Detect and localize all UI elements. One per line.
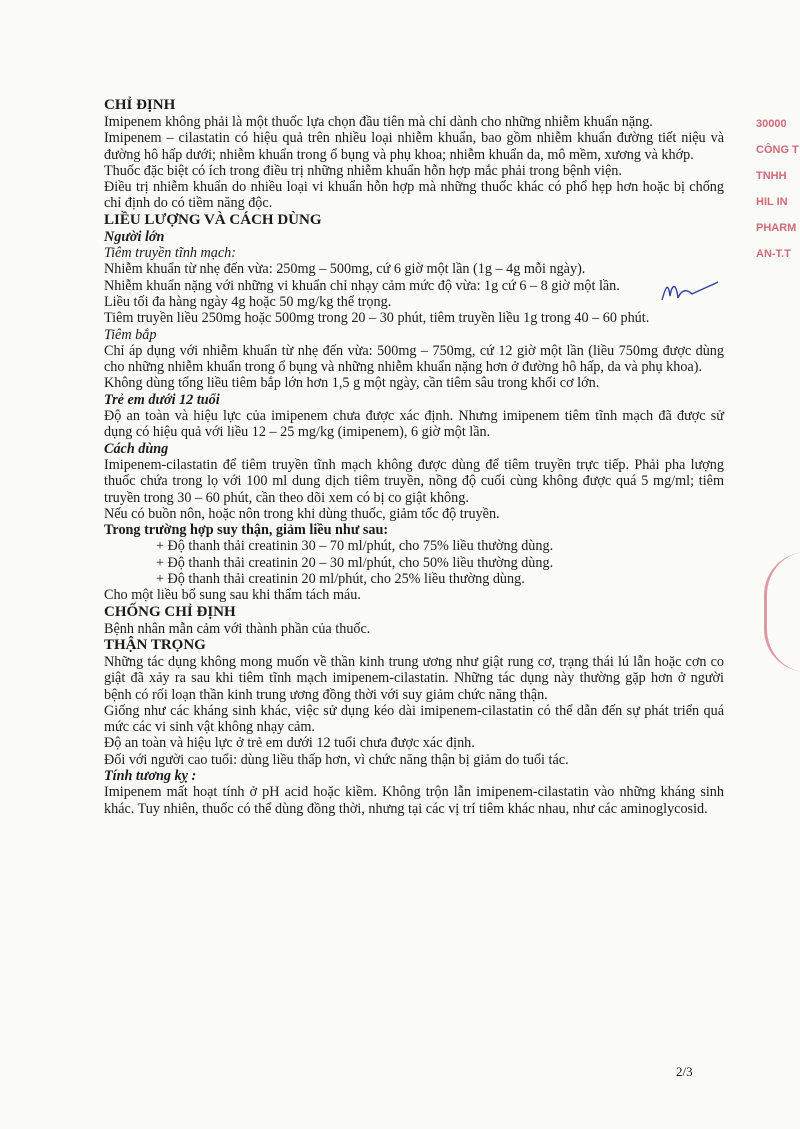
heading-indications: CHỈ ĐỊNH bbox=[104, 97, 176, 113]
paragraph: Nếu có buồn nôn, hoặc nôn trong khi dùng thuốc, giảm tốc độ truyền. bbox=[104, 505, 500, 522]
subheading-im: Tiêm bắp bbox=[104, 326, 157, 343]
paragraph: Liều tối đa hàng ngày 4g hoặc 50 mg/kg thể trọng. bbox=[104, 293, 392, 310]
heading-dosage: LIỀU LƯỢNG VÀ CÁCH DÙNG bbox=[104, 211, 322, 228]
list-item: + Độ thanh thải creatinin 20 ml/phút, cho 25% liều thường dùng. bbox=[156, 571, 525, 588]
signature-icon bbox=[658, 276, 722, 306]
stamp-text: TNHH bbox=[756, 170, 787, 182]
subheading-children: Trẻ em dưới 12 tuổi bbox=[104, 391, 220, 408]
subheading-incompatibility: Tính tương kỵ : bbox=[104, 767, 197, 784]
paragraph: Giống như các kháng sinh khác, việc sử dụng kéo dài imipenem-cilastatin có thể dẫn đến sự phát triển quá mức các vi sinh vật không nhạy cảm. bbox=[104, 702, 724, 736]
subheading-iv: Tiêm truyền tĩnh mạch: bbox=[104, 245, 237, 262]
partial-stamp bbox=[764, 552, 800, 672]
paragraph: Nhiễm khuẩn nặng với những vi khuẩn chỉ nhạy cảm mức độ vừa: 1g cứ 6 – 8 giờ một lần. bbox=[104, 277, 620, 294]
paragraph: Những tác dụng không mong muốn về thần kinh trung ương như giật rung cơ, trạng thái lú lẫn hoặc cơn co giật đã xảy ra sau khi tiêm tĩnh mạch imipenem-cilastatin. Những tác dụng này thường gặp hơn ở người bệnh có rối loạn thần kinh trung ương đồng thời với suy giảm chức năng thận. bbox=[104, 653, 724, 703]
paragraph: Cho một liều bổ sung sau khi thẩm tách máu. bbox=[104, 587, 361, 604]
list-item: + Độ thanh thải creatinin 30 – 70 ml/phút, cho 75% liều thường dùng. bbox=[156, 538, 554, 555]
paragraph: Imipenem mất hoạt tính ở pH acid hoặc kiềm. Không trộn lẫn imipenem-cilastatin vào những kháng sinh khác. Tuy nhiên, thuốc có thể dùng đồng thời, nhưng tại các vị trí tiêm khác nhau, như các aminoglycosid. bbox=[104, 784, 724, 817]
paragraph: Imipenem không phải là một thuốc lựa chọn đầu tiên mà chỉ dành cho những nhiễm khuẩn nặng. bbox=[104, 114, 653, 130]
paragraph: Đối với người cao tuổi: dùng liều thấp hơn, vì chức năng thận bị giảm do tuổi tác. bbox=[104, 751, 569, 768]
list-item: + Độ thanh thải creatinin 20 – 30 ml/phút, cho 50% liều thường dùng. bbox=[156, 554, 554, 571]
heading-contraindications: CHỐNG CHỈ ĐỊNH bbox=[104, 603, 236, 620]
paragraph: Nhiễm khuẩn từ nhẹ đến vừa: 250mg – 500mg, cứ 6 giờ một lần (1g – 4g mỗi ngày). bbox=[104, 261, 586, 278]
company-stamp bbox=[756, 118, 800, 288]
paragraph: Không dùng tổng liều tiêm bắp lớn hơn 1,5 g một ngày, cần tiêm sâu trong khối cơ lớn. bbox=[104, 375, 600, 392]
paragraph: Chỉ áp dụng với nhiễm khuẩn từ nhẹ đến vừa: 500mg – 750mg, cứ 12 giờ một lần (liều 750mg được dùng cho những nhiễm khuẩn trong ổ bụng và những nhiễm khuẩn nặng hơn ở đường hô hấp, da và phụ khoa). bbox=[104, 342, 724, 376]
subheading-adult: Người lớn bbox=[104, 228, 165, 245]
subheading-administration: Cách dùng bbox=[104, 440, 169, 457]
document-body bbox=[104, 97, 724, 817]
stamp-text: 30000 bbox=[756, 118, 787, 130]
paragraph: Thuốc đặc biệt có ích trong điều trị những nhiễm khuẩn hỗn hợp mắc phải trong bệnh viện. bbox=[104, 162, 622, 179]
heading-precautions: THẬN TRỌNG bbox=[104, 636, 206, 653]
page-number: 2/3 bbox=[676, 1064, 693, 1079]
stamp-text: AN-T.T bbox=[756, 248, 791, 260]
paragraph: Điều trị nhiễm khuẩn do nhiều loại vi khuẩn hỗn hợp mà những thuốc khác có phổ hẹp hơn hoặc bị chống chỉ định do có tiềm năng độc. bbox=[104, 179, 724, 212]
paragraph: Độ an toàn và hiệu lực của imipenem chưa được xác định. Nhưng imipenem tiêm tĩnh mạch đã được sử dụng có hiệu quả với liều 12 – 25 mg/kg (imipenem), 6 giờ một lần. bbox=[104, 408, 724, 441]
paragraph: Độ an toàn và hiệu lực ở trẻ em dưới 12 tuổi chưa được xác định. bbox=[104, 735, 475, 752]
stamp-text: PHARM bbox=[756, 222, 797, 234]
stamp-text: HIL IN bbox=[756, 196, 788, 208]
paragraph: Imipenem-cilastatin để tiêm truyền tĩnh mạch không được dùng để tiêm truyền trực tiếp. Phải pha lượng thuốc chứa trong lọ với 100 ml dung dịch tiêm truyền, nồng độ cuối cùng không được quá 5 mg/ml; tiêm truyền trong 30 – 60 phút, cần theo dõi xem có bị co giật không. bbox=[104, 456, 724, 506]
paragraph: Bệnh nhân mẫn cảm với thành phần của thuốc. bbox=[104, 620, 371, 637]
subheading-renal: Trong trường hợp suy thận, giảm liều như sau: bbox=[104, 522, 389, 539]
stamp-text: CÔNG T bbox=[756, 144, 799, 156]
paragraph: Imipenem – cilastatin có hiệu quả trên nhiều loại nhiễm khuẩn, bao gồm nhiễm khuẩn đường tiết niệu và đường hô hấp dưới; nhiễm khuẩn trong ổ bụng và phụ khoa; nhiễm khuẩn da, mô mềm, xương và khớp. bbox=[104, 130, 724, 163]
paragraph: Tiêm truyền liều 250mg hoặc 500mg trong 20 – 30 phút, tiêm truyền liều 1g trong 40 – 60 phút. bbox=[104, 310, 650, 327]
